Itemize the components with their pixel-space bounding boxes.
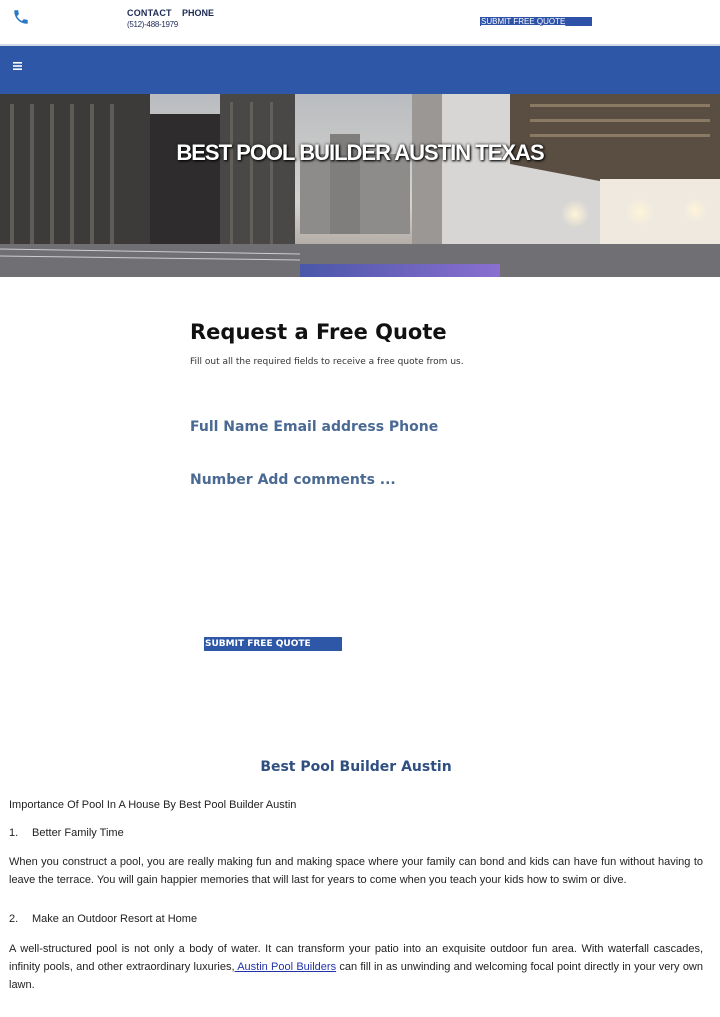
phone-number[interactable]: (512)-488-1979	[127, 20, 178, 29]
hero-title: BEST POOL BUILDER AUSTIN TEXAS	[176, 140, 544, 165]
contact-link[interactable]: CONTACT	[127, 8, 172, 18]
submit-free-quote-top-link[interactable]: SUBMIT FREE QUOTE	[480, 17, 592, 26]
phone-label: PHONE	[182, 8, 215, 18]
nav-bar	[0, 44, 720, 94]
form-subtitle: Fill out all the required fields to receive a free quote from us.	[190, 357, 464, 367]
paragraph-text-part: can fill in as unwinding and welcoming focal point directly in your very own lawn.	[9, 961, 703, 991]
intro-text: Importance Of Pool In A House By Best Pool Builder Austin	[9, 799, 297, 811]
form-fields-line-2[interactable]: Number Add comments ...	[190, 472, 396, 488]
list-item-1	[9, 824, 703, 842]
paragraph-text: When you construct a pool, you are really making fun and making space where your family can bond and kids can have fun without having to leave the terrace. You will gain happier memories that will last for years to come when you teach your kids how to swim or dive.	[9, 856, 703, 886]
paragraph-1	[9, 853, 703, 889]
phone-icon[interactable]	[12, 8, 30, 26]
list-item-label: Better Family Time	[32, 827, 124, 839]
list-item-2	[9, 910, 703, 928]
top-contact-bar	[0, 0, 720, 44]
submit-free-quote-button[interactable]: SUBMIT FREE QUOTE	[204, 637, 342, 651]
paragraph-text-part: A well-structured pool is not only a body of water. It can transform your patio into an exquisite outdoor fun area. With waterfall cascades, infinity pools, and other extraordinary luxuries,	[9, 943, 703, 973]
quote-form-header	[190, 320, 590, 367]
paragraph-2	[9, 940, 703, 994]
hamburger-menu-icon[interactable]	[12, 59, 26, 73]
list-number: 2.	[9, 913, 19, 925]
article-intro	[9, 796, 703, 814]
hero-city-pool-image	[0, 94, 720, 277]
list-item-label: Make an Outdoor Resort at Home	[32, 913, 198, 925]
form-title: Request a Free Quote	[190, 320, 447, 344]
list-number: 1.	[9, 827, 19, 839]
hero-banner	[0, 94, 720, 277]
austin-pool-builders-link[interactable]: Austin Pool Builders	[234, 961, 337, 973]
form-fields-line-1[interactable]: Full Name Email address Phone	[190, 419, 439, 435]
section-heading: Best Pool Builder Austin	[260, 759, 452, 775]
paragraph-text	[9, 940, 703, 994]
